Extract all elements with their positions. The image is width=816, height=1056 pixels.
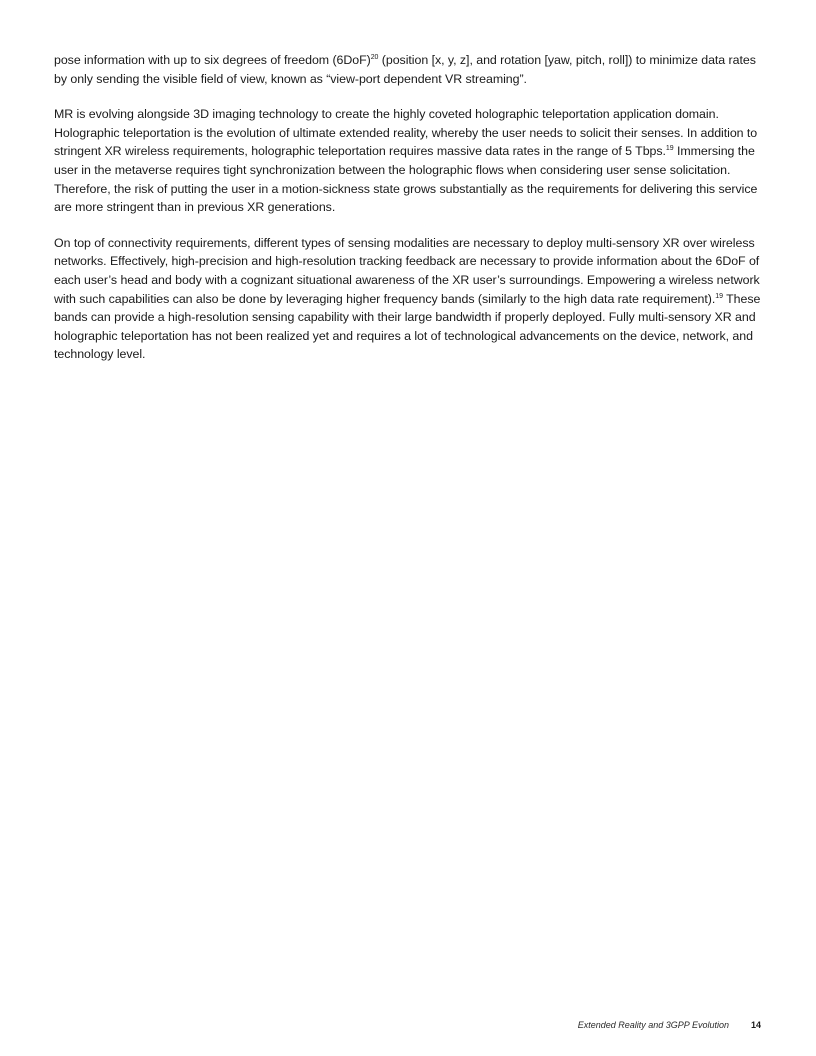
footnote-reference: 19 — [665, 145, 674, 153]
paragraph-text: Immersing the user in the metaverse requires tight synchronization between the holographic flows when considering user sense solicitation. Therefore, the risk of putting the user in a motion-sickness state grows substantially as the requirements for delivering this service are more stringent than in previous XR generations. — [54, 144, 758, 215]
paragraph-sensing-modalities — [54, 234, 764, 364]
footnote-reference: 20 — [370, 54, 379, 61]
paragraph-text: MR is evolving alongside 3D imaging technology to create the highly coveted holographic teleportation application domain. Holographic teleportation is the evolution of ultimate extended reality, whereby the user needs to solicit their senses. In addition to stringent XR wireless requirements, holographic teleportation requires massive data rates in the range of 5 Tbps. — [54, 107, 758, 159]
paragraph-6dof-pose — [54, 51, 764, 88]
page-number: 14 — [750, 1020, 761, 1030]
paragraph-text: These bands can provide a high-resolution sensing capability with their large bandwidth if properly deployed. Fully multi-sensory XR and holographic teleportation has not been realized yet and requires a lot of technological advancements on the device, network, and technology level. — [54, 291, 761, 362]
document-body — [54, 51, 764, 381]
page-footer — [578, 1020, 761, 1030]
paragraph-text: On top of connectivity requirements, different types of sensing modalities are necessary to deploy multi-sensory XR over wireless networks. Effectively, high-precision and high-resolution tracking feedback are necessary to provide information about the 6DoF of each user’s head and body with a cognizant situational awareness of the XR user’s surroundings. Empowering a wireless network with such capabilities can also be done by leveraging higher frequency bands (similarly to the high data rate requirement). — [54, 235, 760, 306]
paragraph-holographic-teleportation — [54, 105, 764, 217]
paragraph-text: pose information with up to six degrees of freedom (6DoF) — [54, 53, 371, 67]
footnote-reference: 19 — [715, 292, 723, 300]
paragraph-text: (position [x, y, z], and rotation [yaw, pitch, roll]) to minimize data rates by only sending the visible field of view, known as “view-port dependent VR streaming”. — [54, 53, 756, 86]
footer-document-title: Extended Reality and 3GPP Evolution — [577, 1020, 729, 1030]
